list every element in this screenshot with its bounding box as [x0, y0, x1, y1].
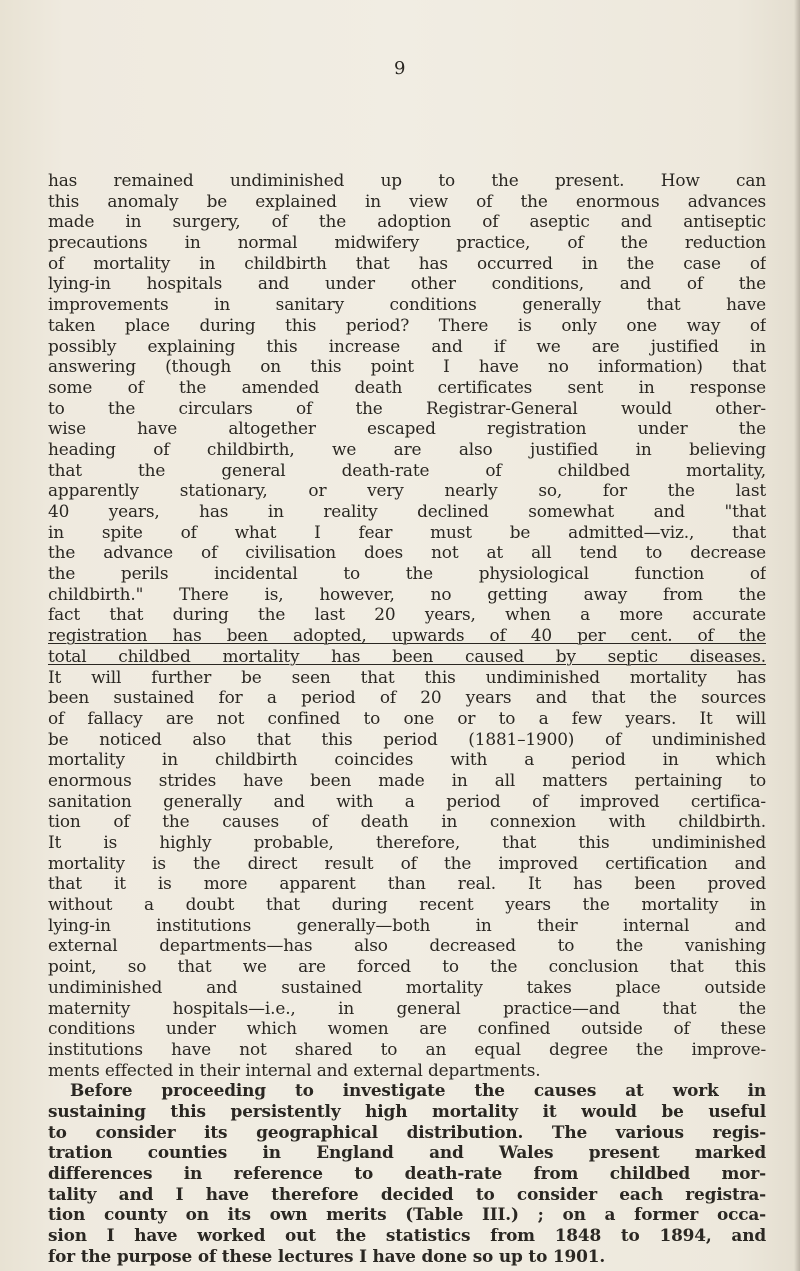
text-line: been sustained for a period of 20 years and that the sources	[48, 687, 766, 708]
text-line: this anomaly be explained in view of the enormous advances	[48, 190, 766, 211]
text-line: point, so that we are forced to the conclusion that this	[48, 956, 766, 977]
text-line: sustaining this persistently high mortality it would be useful	[48, 1100, 766, 1121]
text-line: childbirth." There is, however, no getting away from the	[48, 583, 766, 604]
text-line: sion I have worked out the statistics from 1848 to 1894, and	[48, 1225, 766, 1246]
text-line: of fallacy are not confined to one or to a few years. It will	[48, 707, 766, 728]
text-line: improvements in sanitary conditions generally that have	[48, 294, 766, 315]
text-line: taken place during this period? There is only one way of	[48, 314, 766, 335]
text-line: that it is more apparent than real. It has been proved	[48, 873, 766, 894]
text-line: It will further be seen that this undiminished mortality has	[48, 666, 766, 687]
text-line: to consider its geographical distribution. The various regis-	[48, 1121, 766, 1142]
body-text	[48, 170, 766, 1266]
text-line: mortality is the direct result of the improved certification and	[48, 852, 766, 873]
text-line: mortality in childbirth coincides with a period in which	[48, 749, 766, 770]
text-line: without a doubt that during recent years the mortality in	[48, 894, 766, 915]
text-line: made in surgery, of the adoption of aseptic and antiseptic	[48, 211, 766, 232]
paragraph	[48, 170, 766, 1080]
text-line: heading of childbirth, we are also justified in believing	[48, 438, 766, 459]
text-line: be noticed also that this period (1881–1900) of undiminished	[48, 728, 766, 749]
text-line: It is highly probable, therefore, that this undiminished	[48, 832, 766, 852]
text-line: of mortality in childbirth that has occurred in the case of	[48, 252, 766, 273]
text-line: apparently stationary, or very nearly so, for the last	[48, 480, 766, 501]
text-line: the advance of civilisation does not at all tend to decrease	[48, 542, 766, 563]
text-line: differences in reference to death-rate from childbed mor-	[48, 1163, 766, 1183]
text-line: maternity hospitals—i.e., in general practice—and that the	[48, 997, 766, 1018]
text-line: institutions have not shared to an equal degree the improve-	[48, 1038, 766, 1059]
page-number: 9	[394, 58, 406, 79]
text-line: possibly explaining this increase and if we are justified in	[48, 335, 766, 356]
text-line: for the purpose of these lectures I have done so up to 1901.	[48, 1245, 606, 1266]
page-edge-shadow	[794, 0, 800, 1271]
text-line: answering (though on this point I have no information) that	[48, 356, 766, 377]
text-line: enormous strides have been made in all matters pertaining to	[48, 769, 766, 790]
text-line: registration has been adopted, upwards of 40 per cent. of the	[48, 625, 766, 646]
text-line: tion of the causes of death in connexion with childbirth.	[48, 811, 766, 832]
text-line: in spite of what I fear must be admitted—viz., that	[48, 521, 766, 542]
text-line: 40 years, has in reality declined somewhat and "that	[48, 501, 766, 521]
text-line: conditions under which women are confined outside of these	[48, 1018, 766, 1039]
text-line: precautions in normal midwifery practice, of the reduction	[48, 232, 766, 253]
text-line: ments effected in their internal and external departments.	[48, 1059, 541, 1080]
text-line: total childbed mortality has been caused by septic diseases.	[48, 645, 766, 666]
text-line: has remained undiminished up to the present. How can	[48, 170, 766, 190]
text-line: lying-in institutions generally—both in their internal and	[48, 914, 766, 935]
text-line: the perils incidental to the physiological function of	[48, 563, 766, 584]
text-line: sanitation generally and with a period of improved certifica-	[48, 790, 766, 811]
text-line: fact that during the last 20 years, when a more accurate	[48, 604, 766, 625]
text-line: external departments—has also decreased to the vanishing	[48, 935, 766, 956]
text-line: undiminished and sustained mortality takes place outside	[48, 976, 766, 997]
text-line: tion county on its own merits (Table III.) ; on a former occa-	[48, 1204, 766, 1225]
text-line: that the general death-rate of childbed mortality,	[48, 459, 766, 480]
text-line: tration counties in England and Wales present marked	[48, 1142, 766, 1163]
text-line: to the circulars of the Registrar-General would other-	[48, 397, 766, 418]
text-line: some of the amended death certificates sent in response	[48, 376, 766, 397]
text-line: wise have altogether escaped registration under the	[48, 418, 766, 439]
text-line: tality and I have therefore decided to consider each registra-	[48, 1183, 766, 1204]
text-line: Before proceeding to investigate the causes at work in	[70, 1080, 766, 1101]
paragraph	[48, 1080, 766, 1266]
text-line: lying-in hospitals and under other conditions, and of the	[48, 273, 766, 294]
